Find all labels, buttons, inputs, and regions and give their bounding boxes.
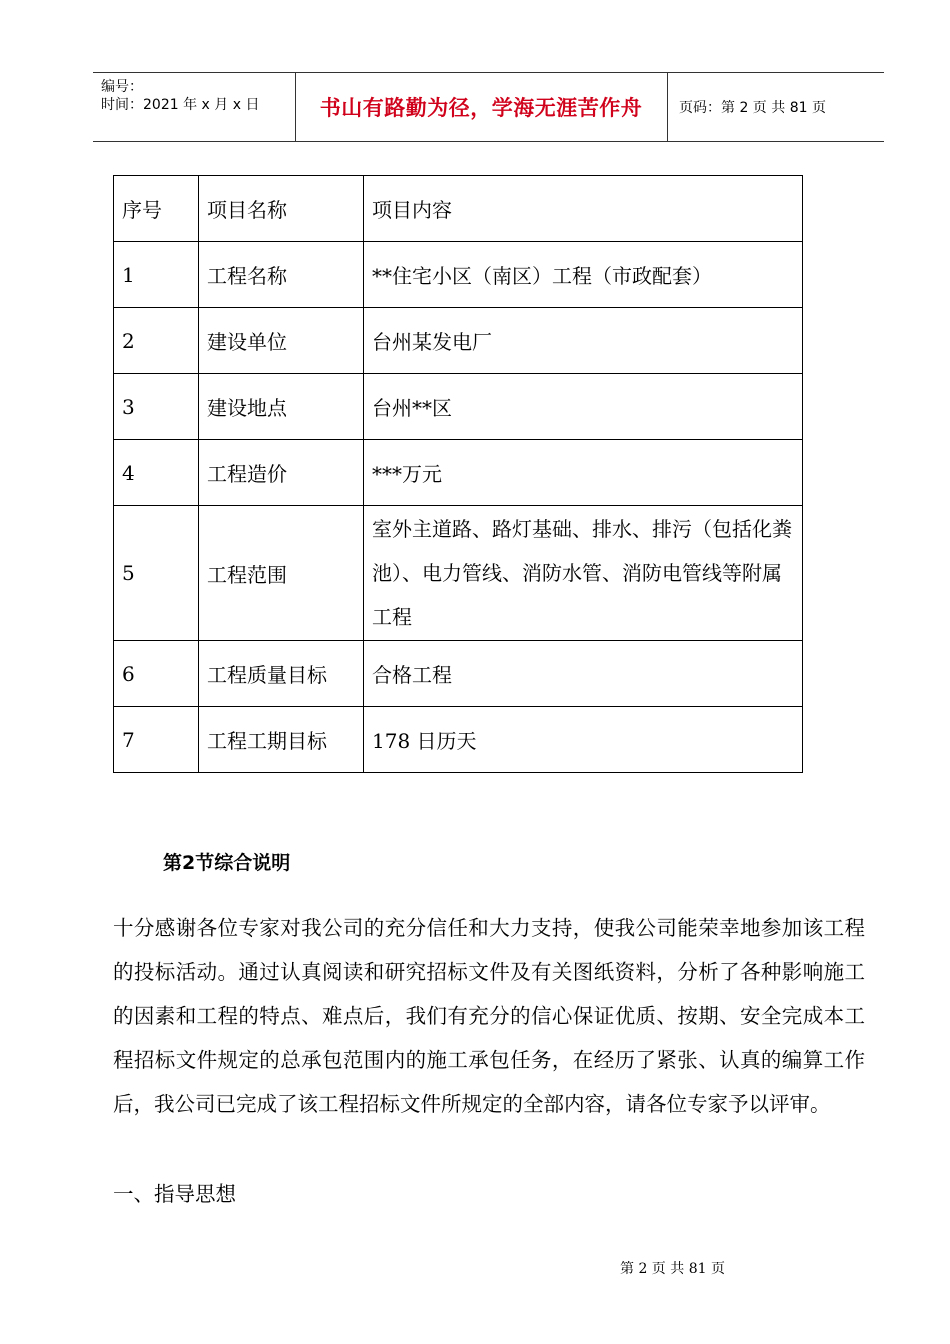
header-cell-content: 项目内容 — [364, 176, 803, 242]
header-cell-item: 项目名称 — [199, 176, 364, 242]
project-info-table — [113, 175, 803, 773]
row-content: 台州**区 — [364, 374, 803, 440]
row-content: ***万元 — [364, 440, 803, 506]
table-row — [114, 707, 803, 773]
page-header — [93, 72, 884, 142]
row-index: 4 — [114, 440, 199, 506]
table-row — [114, 308, 803, 374]
header-meta-cell — [93, 73, 296, 141]
row-index: 5 — [114, 506, 199, 641]
row-content: 台州某发电厂 — [364, 308, 803, 374]
row-content: **住宅小区（南区）工程（市政配套） — [364, 242, 803, 308]
row-content: 178 日历天 — [364, 707, 803, 773]
intro-paragraph: 十分感谢各位专家对我公司的充分信任和大力支持，使我公司能荣幸地参加该工程的投标活动。通过认真阅读和研究招标文件及有关图纸资料，分析了各种影响施工的因素和工程的特点、难点后，我们有充分的信心保证优质、按期、安全完成本工程招标文件规定的总承包范围内的施工承包任务，在经历了紧张、认真的编算工作后，我公司已完成了该工程招标文件所规定的全部内容，请各位专家予以评审。 — [113, 916, 865, 1116]
row-item: 工程造价 — [199, 440, 364, 506]
row-index: 7 — [114, 707, 199, 773]
table-row — [114, 374, 803, 440]
row-item: 建设单位 — [199, 308, 364, 374]
row-item: 工程质量目标 — [199, 641, 364, 707]
row-item: 工程名称 — [199, 242, 364, 308]
table-row — [114, 641, 803, 707]
header-page-number: 页码：第 2 页 共 81 页 — [679, 100, 826, 116]
doc-code-label: 编号： — [101, 79, 143, 95]
header-motto-cell — [295, 73, 668, 141]
header-page-cell — [667, 73, 884, 141]
table-row — [114, 242, 803, 308]
table-row — [114, 506, 803, 641]
table-row — [114, 440, 803, 506]
row-item: 建设地点 — [199, 374, 364, 440]
table-header-row — [114, 176, 803, 242]
row-item: 工程范围 — [199, 506, 364, 641]
subheading: 一、指导思想 — [113, 1182, 236, 1206]
row-item: 工程工期目标 — [199, 707, 364, 773]
row-content: 合格工程 — [364, 641, 803, 707]
doc-time-label: 时间：2021 年 x 月 x 日 — [101, 97, 260, 113]
row-index: 6 — [114, 641, 199, 707]
header-motto: 书山有路勤为径，学海无涯苦作舟 — [319, 95, 643, 120]
page-footer: 第 2 页 共 81 页 — [620, 1261, 725, 1277]
header-cell-index: 序号 — [114, 176, 199, 242]
row-content: 室外主道路、路灯基础、排水、排污（包括化粪池）、电力管线、消防水管、消防电管线等附属工程 — [364, 506, 803, 641]
row-index: 2 — [114, 308, 199, 374]
section-title: 第2节综合说明 — [163, 852, 291, 874]
row-index: 3 — [114, 374, 199, 440]
row-index: 1 — [114, 242, 199, 308]
